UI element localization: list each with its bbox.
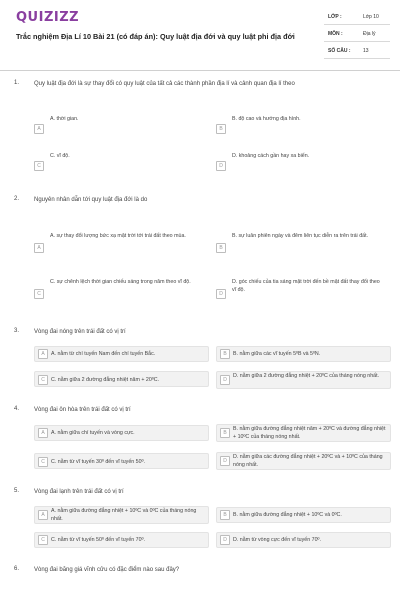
option-b[interactable] (216, 116, 391, 134)
option-a[interactable] (34, 346, 209, 362)
option-c[interactable] (34, 532, 209, 548)
question-number: 6. (14, 566, 20, 572)
option-letter-badge: C (38, 457, 48, 467)
option-letter-badge: A (34, 124, 44, 134)
option-d[interactable] (216, 452, 391, 470)
option-text: A. thời gian. (50, 116, 79, 122)
option-letter-badge: A (34, 243, 44, 253)
question-number: 4. (14, 406, 20, 412)
option-letter-badge: A (38, 349, 48, 359)
question-text: Vòng đai nóng trên trái đất có vị trí (34, 329, 126, 335)
option-letter-badge: C (38, 375, 48, 385)
question-text: Vòng đai ôn hòa trên trái đất có vị trí (34, 407, 131, 413)
option-text: B. nằm giữa đường đẳng nhiệt + 10ºC và 0ºC. (233, 512, 342, 518)
option-text: B. nằm giữa đường đẳng nhiệt năm + 20ºC và đường đẳng nhiệt + 10ºC của tháng nóng nhất. (233, 426, 386, 440)
option-a[interactable] (34, 425, 209, 441)
option-letter-badge: D (216, 161, 226, 171)
question-text: Quy luật địa đới là sự thay đổi có quy luật của tất cả các thành phần địa lí và cảnh quan địa lí theo (34, 81, 295, 87)
question-text: Vòng đai băng giá vĩnh cửu có đặc điểm nào sau đây? (34, 567, 180, 573)
option-text: C. nằm từ vĩ tuyến 30º đến vĩ tuyến 50º. (51, 459, 145, 465)
option-letter-badge: C (38, 535, 48, 545)
option-c[interactable] (34, 153, 209, 171)
question-number: 5. (14, 488, 20, 494)
option-letter-badge: B (216, 124, 226, 134)
option-text: A. nằm giữa chí tuyến và vòng cực. (51, 430, 135, 436)
option-text: A. nằm từ chí tuyến Nam đến chí tuyến Bắc. (51, 351, 156, 357)
option-letter-badge: C (34, 289, 44, 299)
option-text: D. nằm giữa 2 đường đẳng nhiệt + 20ºC của tháng nóng nhất. (233, 373, 380, 379)
option-text: D. nằm từ vòng cực đến vĩ tuyến 70º. (233, 537, 321, 543)
meta-row-subject (324, 25, 390, 42)
option-text: B. nằm giữa các vĩ tuyến 5ºB và 5ºN. (233, 351, 321, 357)
option-text: C. nằm giữa 2 đường đẳng nhiệt năm + 20ºC. (51, 377, 160, 383)
option-d[interactable] (216, 153, 391, 171)
header-divider (0, 70, 400, 71)
option-d[interactable] (216, 532, 391, 548)
option-a[interactable] (34, 116, 209, 134)
option-letter-badge: D (220, 456, 230, 466)
option-letter-badge: B (220, 349, 230, 359)
meta-value: Lớp 10 (363, 14, 379, 20)
option-letter-badge: B (216, 243, 226, 253)
option-b[interactable] (216, 233, 391, 255)
question-number: 1. (14, 80, 20, 86)
question-number: 3. (14, 328, 20, 334)
question-text: Vòng đai lạnh trên trái đất có vị trí (34, 489, 124, 495)
option-a[interactable] (34, 233, 209, 255)
option-c[interactable] (34, 371, 209, 387)
option-letter-badge: B (220, 510, 230, 520)
option-text: D. khoảng cách gần hay xa biển. (232, 153, 310, 159)
option-b[interactable] (216, 507, 391, 523)
option-text: D. nằm giữa các đường đẳng nhiệt + 20ºC và + 10ºC của tháng nóng nhất. (233, 454, 383, 468)
option-text: B. sự luân phiên ngày và đêm liên tục diễn ra trên trái đất. (232, 233, 369, 239)
option-a[interactable] (34, 506, 209, 524)
option-text: A. nằm giữa đường đẳng nhiệt + 10ºC và 0ºC của tháng nóng nhất. (51, 508, 197, 522)
meta-label: MÔN : (328, 31, 343, 37)
option-b[interactable] (216, 424, 391, 442)
meta-row-count (324, 42, 390, 59)
page-header (0, 0, 400, 70)
option-c[interactable] (34, 453, 209, 469)
option-text: D. góc chiếu của tia sáng mặt trời đến bề mặt đất thay đổi theo vĩ độ. (232, 279, 380, 293)
meta-label: LỚP : (328, 14, 342, 20)
page-title: Trắc nghiệm Địa Lí 10 Bài 21 (có đáp án): Quy luật địa đới và quy luật phi địa đới (16, 32, 295, 41)
option-letter-badge: B (220, 428, 230, 438)
option-letter-badge: D (220, 535, 230, 545)
question-text: Nguyên nhân dẫn tới quy luật địa đới là do (34, 197, 148, 203)
meta-row-class (324, 8, 390, 25)
option-text: A. sự thay đổi lượng bức xạ mặt trời tới trái đất theo mùa. (50, 233, 186, 239)
meta-table (324, 8, 390, 59)
option-text: B. độ cao và hướng địa hình. (232, 116, 301, 122)
option-c[interactable] (34, 279, 209, 301)
option-letter-badge: D (216, 289, 226, 299)
meta-label: SỐ CÂU : (328, 48, 351, 54)
option-letter-badge: A (38, 428, 48, 438)
option-b[interactable] (216, 346, 391, 362)
meta-value: Địa lý (363, 31, 376, 37)
option-text: C. nằm từ vĩ tuyến 50º đến vĩ tuyến 70º. (51, 537, 145, 543)
option-letter-badge: C (34, 161, 44, 171)
option-letter-badge: D (220, 375, 230, 385)
option-letter-badge: A (38, 510, 48, 520)
meta-value: 13 (363, 48, 369, 54)
option-text: C. sự chênh lệch thời gian chiếu sáng trong năm theo vĩ độ. (50, 279, 191, 285)
option-d[interactable] (216, 371, 391, 389)
quizizz-logo: QUIZIZZ (16, 10, 80, 25)
option-d[interactable] (216, 279, 391, 301)
question-number: 2. (14, 196, 20, 202)
option-text: C. vĩ độ. (50, 153, 70, 159)
